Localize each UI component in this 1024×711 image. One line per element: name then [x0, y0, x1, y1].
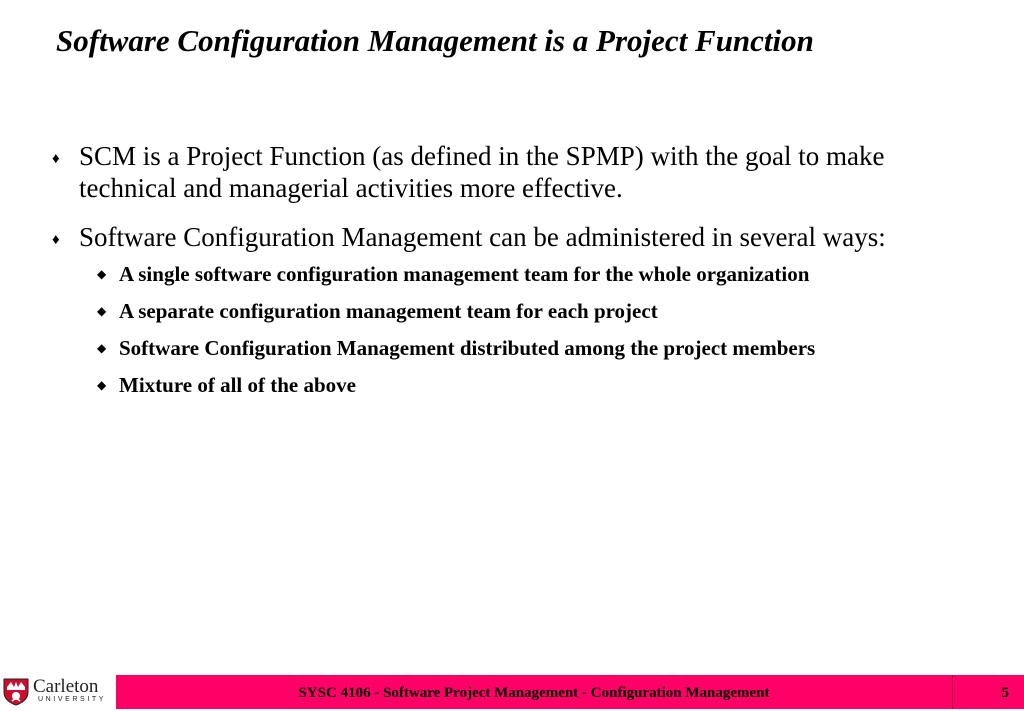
page-number: 5 — [1001, 685, 1009, 701]
diamond-sub-bullet-icon: ◆ — [97, 378, 107, 392]
slide-footer — [0, 675, 1024, 709]
diamond-sub-bullet-icon: ◆ — [97, 304, 107, 318]
footer-bar — [116, 675, 1024, 709]
diamond-bullet-icon: ♦ — [52, 151, 60, 167]
logo-name: Carleton — [33, 676, 99, 697]
diamond-bullet-icon: ♦ — [52, 232, 60, 248]
crest-icon — [3, 678, 29, 706]
sub-bullet-text: Mixture of all of the above — [119, 373, 356, 397]
bullet-item — [52, 140, 972, 204]
university-logo — [0, 675, 116, 709]
sub-bullet-text: Software Configuration Management distributed among the project members — [119, 336, 816, 360]
course-title: SYSC 4106 - Software Project Management - Configuration Management — [298, 685, 770, 701]
sub-bullet-item — [97, 261, 972, 288]
sub-bullet-text: A separate configuration management team for each project — [119, 299, 658, 323]
diamond-sub-bullet-icon: ◆ — [97, 267, 107, 281]
diamond-sub-bullet-icon: ◆ — [97, 341, 107, 355]
bullet-list — [52, 140, 972, 416]
slide-title: Software Configuration Management is a Project Function — [56, 23, 814, 58]
sub-bullet-text: A single software configuration management team for the whole organization — [119, 262, 810, 286]
bullet-text: Software Configuration Management can be administered in several ways: — [79, 222, 886, 252]
bullet-item — [52, 221, 972, 399]
sub-bullet-list — [79, 261, 972, 399]
sub-bullet-item — [97, 298, 972, 325]
sub-bullet-item — [97, 372, 972, 399]
sub-bullet-item — [97, 335, 972, 362]
logo-subtitle: UNIVERSITY — [38, 696, 107, 703]
bullet-text: SCM is a Project Function (as defined in the SPMP) with the goal to make technical and managerial activities more effective. — [79, 141, 885, 203]
